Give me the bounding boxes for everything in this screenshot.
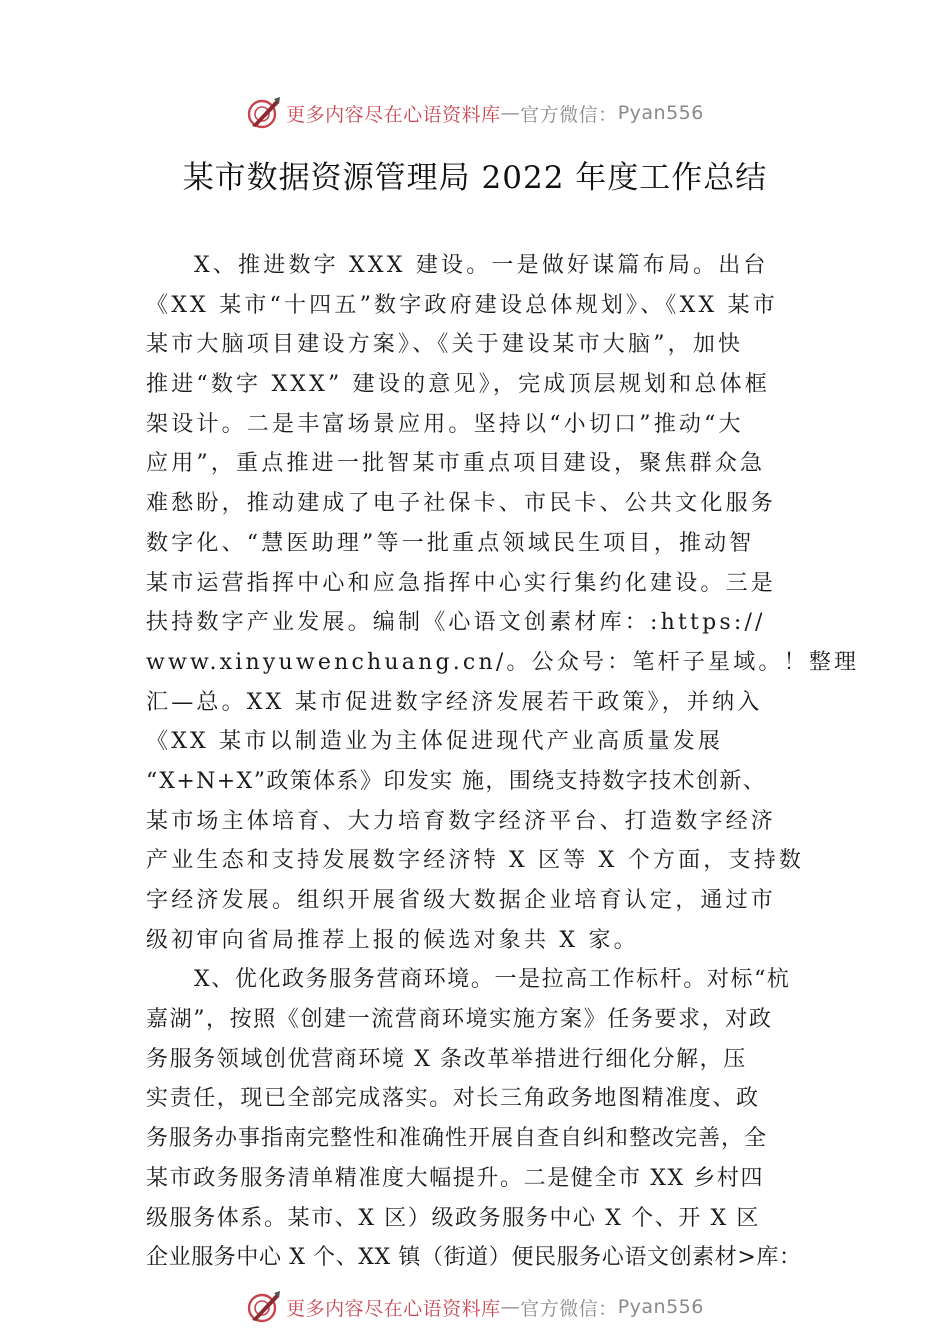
text-line: 《XX 某市以制造业为主体促进现代产业高质量发展 <box>146 729 724 755</box>
text-line: 级初审向省局推荐上报的候选对象共 X 家。 <box>146 927 639 953</box>
text-line: 《XX 某市“十四五”数字政府建设总体规划》、《XX 某市 <box>146 292 778 318</box>
text-line: 架设计。二是丰富场景应用。坚持以“小切口”推动“大 <box>146 411 744 437</box>
text-line: X、优化政务服务营商环境。一是拉高工作标杆。对标“杭 <box>194 967 791 993</box>
text-line: www.xinyuwenchuang.cn/。公众号：笔杆子星域。！整理 <box>146 649 860 675</box>
quill-logo-icon <box>246 1290 282 1324</box>
watermark-site-text: 更多内容尽在心语资料库 <box>286 1297 501 1320</box>
watermark-footer <box>0 1290 950 1324</box>
text-line: 嘉湖”，按照《创建一流营商环境实施方案》任务要求，对政 <box>146 1007 773 1033</box>
text-line: 推进“数字 XXX” 建设的意见》，完成顶层规划和总体框 <box>146 372 771 398</box>
text-line: 难愁盼，推动建成了电子社保卡、市民卡、公共文化服务 <box>146 491 777 517</box>
watermark-account: Pyan556 <box>617 1296 704 1318</box>
paragraph-2 <box>146 960 826 1278</box>
text-line: 汇—总。XX 某市促进数字经济发展若干政策》，并纳入 <box>146 689 763 715</box>
text-line: 扶持数字产业发展。编制《心语文创素材库：:https:// <box>146 610 766 636</box>
quill-logo-icon <box>246 96 282 130</box>
text-line: 数字化、“慧医助理”等一批重点领域民生项目，推动智 <box>146 530 755 556</box>
watermark-wechat-label: 官方微信： <box>520 1297 618 1320</box>
text-line: 某市大脑项目建设方案》、《关于建设某市大脑”，加快 <box>146 332 744 358</box>
text-line: 某市运营指挥中心和应急指挥中心实行集约化建设。三是 <box>146 570 777 596</box>
text-line: 级服务体系。某市、X 区）级政务服务中心 X 个、开 X 区 <box>146 1205 760 1231</box>
text-line: 务服务领域创优营商环境 X 条改革举措进行细化分解，压 <box>146 1046 747 1072</box>
text-line: 字经济发展。组织开展省级大数据企业培育认定，通过市 <box>146 888 777 913</box>
text-line: 实责任，现已全部完成落实。对长三角政务地图精准度、政 <box>146 1086 760 1112</box>
watermark-dash: — <box>500 1296 521 1318</box>
text-line: 产业生态和支持发展数字经济特 X 区等 X 个方面，支持数 <box>146 848 805 874</box>
document-body <box>146 246 860 1278</box>
watermark-wechat-label: 官方微信： <box>520 103 618 126</box>
watermark-dash: — <box>500 102 521 124</box>
document-title: 某市数据资源管理局 2022 年度工作总结 <box>182 160 768 196</box>
text-line: 某市政务服务清单精准度大幅提升。二是健全市 XX 乡村四 <box>146 1165 765 1191</box>
text-line: 应用”，重点推进一批智某市重点项目建设，聚焦群众急 <box>146 451 766 477</box>
text-line: 务服务办事指南完整性和准确性开展自查自纠和整改完善，全 <box>146 1126 768 1152</box>
watermark-site-text: 更多内容尽在心语资料库 <box>286 103 501 126</box>
watermark-account: Pyan556 <box>617 102 704 124</box>
text-line: 企业服务中心 X 个、XX 镇（街道）便民服务心语文创素材>库： <box>146 1245 802 1271</box>
watermark-header <box>0 96 950 130</box>
text-line: X、推进数字 XXX 建设。一是做好谋篇布局。出台 <box>194 253 769 278</box>
text-line: 某市场主体培育、大力培育数字经济平台、打造数字经济 <box>146 808 777 834</box>
paragraph-1 <box>146 246 860 960</box>
text-line: “X+N+X”政策体系》印发实 施，围绕支持数字技术创新、 <box>146 768 767 794</box>
